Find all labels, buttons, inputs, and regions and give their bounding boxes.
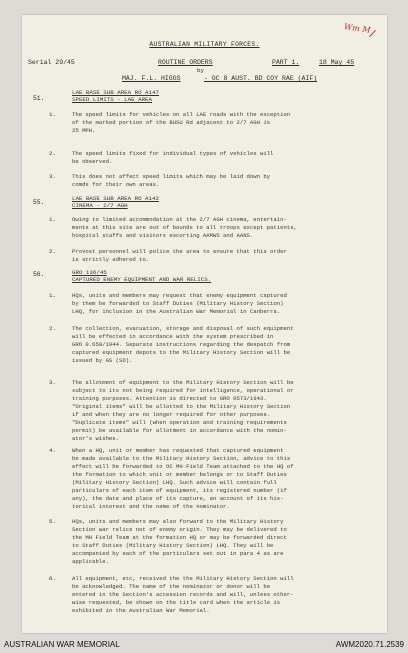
paragraph-number: 2.	[49, 325, 56, 332]
serial-number: Serial 29/45	[28, 59, 75, 66]
paragraph-text: All equipment, etc, received the the Military History Section will be acknowledged. The name of the nominator or donor will be entered in the Section's accession records and will, unless other- wise requested, be shown on the title card when the article is exhibited in the Australian War Memorial.	[72, 575, 294, 615]
archive-credit: AUSTRALIAN WAR MEMORIAL	[4, 640, 120, 649]
paragraph-text: The speed limits for vehicles on all LAE roads with the exception of the marked portion of the BUSU Rd adjacent to 2/7 AGH is 25 MPH.	[72, 111, 291, 135]
archive-reference: AWM2020.71.2539	[335, 640, 404, 649]
section-subtitle: GRO 136/45 CAPTURED ENEMY EQUIPMENT AND WAR RELICS.	[72, 269, 212, 283]
paragraph-number: 1.	[49, 216, 56, 223]
paragraph-text: The collection, evacuation, storage and disposal of such equipment will be effected in accordance with the system prescribed in GRO 0.658/1944. Separate instructions regarding the despatch from captured equipment depots to the Military History Section will be issued by GS (SD).	[72, 325, 294, 365]
officer-name: MAJ. F.L. HIGGS	[122, 75, 181, 82]
section-number: 51.	[33, 95, 45, 102]
part-label: PART 1.	[272, 59, 300, 66]
paragraph-number: 3.	[49, 379, 56, 386]
by-label: by	[197, 67, 204, 74]
paragraph-text: HQs, units and members may also forward to the Military History Section war relics not of enemy origin. They may be delivered to the MH Field Team at the formation HQ or may be forwarded direct to Staff Duties (Military History Section) LHQ. They will be accompanied by each of the particulars set out in para 4 as are applicable.	[72, 518, 287, 566]
handwritten-annotation: Wm M	[343, 22, 372, 35]
document-page	[22, 15, 387, 633]
paragraph-number: 3.	[49, 173, 56, 180]
section-number: 55.	[33, 199, 45, 206]
paragraph-text: HQs, units and members may request that enemy equipment captured by them be forwarded to Staff Duties (Military History Section) LHQ, for inclusion in the Australian War Memorial in Canberra.	[72, 292, 287, 316]
paragraph-text: This does not affect speed limits which may be laid down by comds for their own areas.	[72, 173, 271, 189]
document-title: AUSTRALIAN MILITARY FORCES.	[149, 41, 260, 48]
order-date: 18 May 45	[319, 59, 355, 66]
paragraph-number: 4.	[49, 447, 56, 454]
paragraph-number: 2.	[49, 248, 56, 255]
officer-unit: - OC 8 AUST. BD COY RAE (AIF)	[204, 75, 318, 82]
paragraph-number: 6.	[49, 575, 56, 582]
paragraph-number: 1.	[49, 111, 56, 118]
routine-orders-label: ROUTINE ORDERS	[158, 59, 213, 66]
paragraph-text: The speed limits fixed for individual types of vehicles will be observed.	[72, 150, 274, 166]
section-number: 56.	[33, 271, 45, 278]
section-subtitle: LAE BASE SUB AREA RO A142 CINEMA - 2/7 AGH	[72, 195, 159, 209]
paragraph-text: Provost personnel will police the area to ensure that this order is strictly adhered to.	[72, 248, 287, 264]
paragraph-number: 2.	[49, 150, 56, 157]
paragraph-text: The allotment of equipment to the Military History Section will be subject to its not being required for intelligence, operational or training purposes. Attention is directed to GRO 0573/1943. "Original items" will be allotted to the Military History Section if and when they are no longer required for other purposes. "Duplicate items" will (when operation and training requirements permit) be available for allotment in accordance with the nomin- ator's wishes.	[72, 379, 294, 443]
paragraph-text: Owing to limited accommodation at the 2/7 AGH cinema, entertain- ments at this site are out of bounds to all troops except patients, hospital staffs and visitors escorting AAMWS and AANS.	[72, 216, 297, 240]
section-subtitle: LAE BASE SUB AREA RO A147 SPEED LIMITS - LAE AREA	[72, 89, 159, 103]
paragraph-number: 5.	[49, 518, 56, 525]
paragraph-text: When a HQ, unit or member has requested that captured equipment be made available to the Military History Section, advice to this effect will be forwarded to OC MH Field Team attached to the HQ of the formation to which unit or member belongs or to Staff Duties (Military History Section) LHQ. Such advice will contain full particulars of each item of equipment, its registered number (if any), the date and place of its capture, an account of its his- torical interest and the name of the nominator.	[72, 447, 294, 511]
paragraph-number: 1.	[49, 292, 56, 299]
